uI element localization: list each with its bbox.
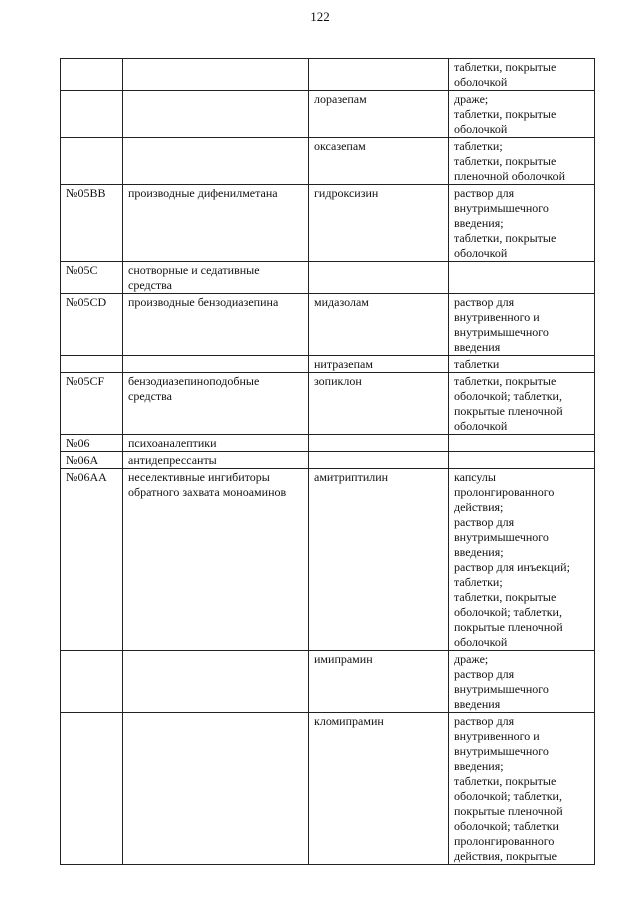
dosage-form-cell-line: введения; — [454, 759, 504, 773]
dosage-form-cell-line: оболочкой — [454, 75, 508, 89]
drug-name-cell: мидазолам — [309, 294, 449, 356]
dosage-form-cell-line: раствор для — [454, 186, 515, 200]
dosage-form-cell-line: таблетки, покрытые — [454, 231, 557, 245]
dosage-form-cell-line: оболочкой; таблетки — [454, 819, 559, 833]
dosage-form-cell-line: введения — [454, 697, 501, 711]
dosage-form-cell-line: внутривенного и — [454, 729, 540, 743]
dosage-form-cell-line: пролонгированного — [454, 485, 555, 499]
drug-classification-table — [60, 58, 595, 865]
dosage-form-cell-line: таблетки, покрытые — [454, 60, 557, 74]
table-row — [61, 138, 595, 185]
atc-code-cell — [61, 59, 123, 91]
dosage-form-cell-line: таблетки; — [454, 139, 503, 153]
group-name-cell-line: бензодиазепиноподобные — [128, 374, 260, 388]
table-body — [61, 59, 595, 865]
dosage-form-cell-line: действия, покрытые — [454, 849, 557, 863]
drug-name-cell — [309, 452, 449, 469]
dosage-form-cell — [449, 262, 595, 294]
atc-code-cell: №05CD — [61, 294, 123, 356]
dosage-form-cell-line: внутримышечного — [454, 201, 549, 215]
dosage-form-cell — [449, 713, 595, 865]
atc-code-cell — [61, 356, 123, 373]
dosage-form-cell-line: оболочкой; таблетки, — [454, 605, 562, 619]
dosage-form-cell-line: внутримышечного — [454, 325, 549, 339]
drug-name-cell: имипрамин — [309, 651, 449, 713]
table-row — [61, 59, 595, 91]
dosage-form-cell-line: оболочкой — [454, 246, 508, 260]
atc-code-cell: №05ВВ — [61, 185, 123, 262]
dosage-form-cell-line: введения; — [454, 545, 504, 559]
drug-name-cell: нитразепам — [309, 356, 449, 373]
atc-code-cell: №05С — [61, 262, 123, 294]
group-name-cell-line: средства — [128, 278, 173, 292]
drug-name-cell: амитриптилин — [309, 469, 449, 651]
group-name-cell — [123, 469, 309, 651]
dosage-form-cell-line: таблетки — [454, 357, 500, 371]
group-name-cell-line: психоаналептики — [128, 436, 217, 450]
dosage-form-cell-line: оболочкой; таблетки, — [454, 789, 562, 803]
atc-code-cell: №06 — [61, 435, 123, 452]
drug-name-cell: оксазепам — [309, 138, 449, 185]
group-name-cell — [123, 262, 309, 294]
group-name-cell — [123, 59, 309, 91]
dosage-form-cell-line: пролонгированного — [454, 834, 555, 848]
group-name-cell — [123, 435, 309, 452]
dosage-form-cell — [449, 469, 595, 651]
group-name-cell-line: неселективные ингибиторы — [128, 470, 270, 484]
atc-code-cell — [61, 91, 123, 138]
drug-name-cell — [309, 262, 449, 294]
group-name-cell-line: средства — [128, 389, 173, 403]
dosage-form-cell — [449, 435, 595, 452]
dosage-form-cell-line: оболочкой — [454, 635, 508, 649]
dosage-form-cell — [449, 651, 595, 713]
dosage-form-cell-line: внутривенного и — [454, 310, 540, 324]
drug-name-cell: зопиклон — [309, 373, 449, 435]
atc-code-cell — [61, 138, 123, 185]
dosage-form-cell — [449, 59, 595, 91]
drug-name-cell — [309, 435, 449, 452]
table-row — [61, 185, 595, 262]
table-row — [61, 452, 595, 469]
group-name-cell — [123, 91, 309, 138]
drug-name-cell: гидроксизин — [309, 185, 449, 262]
dosage-form-cell — [449, 294, 595, 356]
dosage-form-cell-line: внутримышечного — [454, 744, 549, 758]
group-name-cell-line: производные дифенилметана — [128, 186, 278, 200]
dosage-form-cell-line: таблетки; — [454, 575, 503, 589]
dosage-form-cell-line: введения; — [454, 216, 504, 230]
dosage-form-cell — [449, 452, 595, 469]
dosage-form-cell-line: раствор для — [454, 667, 515, 681]
dosage-form-cell — [449, 91, 595, 138]
dosage-form-cell-line: оболочкой; таблетки, — [454, 389, 562, 403]
atc-code-cell: №06А — [61, 452, 123, 469]
table-row — [61, 356, 595, 373]
dosage-form-cell-line: таблетки, покрытые — [454, 154, 557, 168]
atc-code-cell: №05CF — [61, 373, 123, 435]
group-name-cell — [123, 452, 309, 469]
dosage-form-cell — [449, 185, 595, 262]
dosage-form-cell-line: таблетки, покрытые — [454, 590, 557, 604]
table-row — [61, 435, 595, 452]
dosage-form-cell-line: драже; — [454, 652, 489, 666]
page-number: 122 — [310, 9, 330, 24]
drug-name-cell — [309, 59, 449, 91]
dosage-form-cell-line: покрытые пленочной — [454, 620, 563, 634]
dosage-form-cell-line: действия; — [454, 500, 504, 514]
group-name-cell-line: снотворные и седативные — [128, 263, 260, 277]
table-row — [61, 713, 595, 865]
dosage-form-cell-line: оболочкой — [454, 122, 508, 136]
group-name-cell — [123, 138, 309, 185]
dosage-form-cell-line: оболочкой — [454, 419, 508, 433]
group-name-cell-line: обратного захвата моноаминов — [128, 485, 287, 499]
group-name-cell — [123, 373, 309, 435]
dosage-form-cell — [449, 356, 595, 373]
atc-code-cell — [61, 651, 123, 713]
group-name-cell — [123, 294, 309, 356]
drug-name-cell: лоразепам — [309, 91, 449, 138]
dosage-form-cell-line: покрытые пленочной — [454, 804, 563, 818]
dosage-form-cell-line: покрытые пленочной — [454, 404, 563, 418]
table-row — [61, 91, 595, 138]
group-name-cell-line: производные бензодиазепина — [128, 295, 279, 309]
group-name-cell — [123, 713, 309, 865]
dosage-form-cell-line: внутримышечного — [454, 530, 549, 544]
dosage-form-cell-line: таблетки, покрытые — [454, 774, 557, 788]
dosage-form-cell-line: капсулы — [454, 470, 496, 484]
group-name-cell-line: антидепрессанты — [128, 453, 217, 467]
dosage-form-cell-line: таблетки, покрытые — [454, 374, 557, 388]
table-row — [61, 373, 595, 435]
dosage-form-cell-line: раствор для — [454, 714, 515, 728]
drug-name-cell: кломипрамин — [309, 713, 449, 865]
dosage-form-cell-line: таблетки, покрытые — [454, 107, 557, 121]
group-name-cell — [123, 651, 309, 713]
dosage-form-cell-line: раствор для — [454, 515, 515, 529]
dosage-form-cell-line: пленочной оболочкой — [454, 169, 566, 183]
atc-code-cell — [61, 713, 123, 865]
group-name-cell — [123, 185, 309, 262]
table-row — [61, 469, 595, 651]
dosage-form-cell-line: раствор для — [454, 295, 515, 309]
dosage-form-cell-line: раствор для инъекций; — [454, 560, 570, 574]
group-name-cell — [123, 356, 309, 373]
dosage-form-cell-line: драже; — [454, 92, 489, 106]
atc-code-cell: №06АА — [61, 469, 123, 651]
table-row — [61, 262, 595, 294]
table-row — [61, 651, 595, 713]
dosage-form-cell-line: введения — [454, 340, 501, 354]
table-row — [61, 294, 595, 356]
dosage-form-cell-line: внутримышечного — [454, 682, 549, 696]
dosage-form-cell — [449, 373, 595, 435]
dosage-form-cell — [449, 138, 595, 185]
